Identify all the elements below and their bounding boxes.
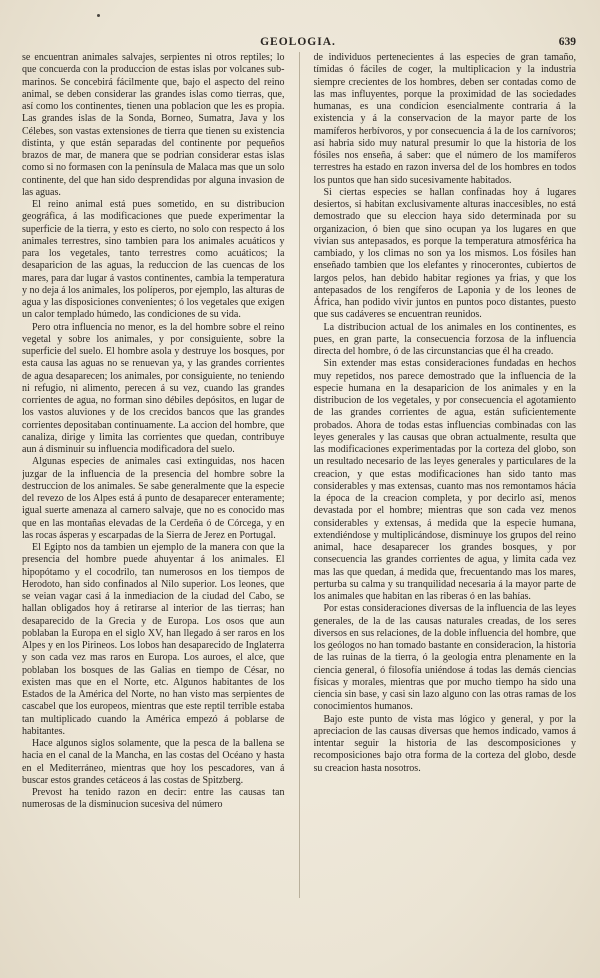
page-number: 639 [558, 36, 576, 48]
left-column [22, 52, 285, 898]
right-column [314, 52, 577, 898]
column-divider [299, 52, 300, 898]
paragraph: El reino animal está pues sometido, en su distribucion geográfica, á las modificaciones que puede experimentar la superficie de la tierra, y esto es cierto, no solo con respecto á los animales terrestres, sino tambien para los animales acuáticos y para los vegetales, tanto terrestres como acuáticos; la desaparicion de las aguas, la reduccion de las cuencas de los mares, para dar lugar á vastos continentes, cambia la temperatura y no deja á los animales, los políperos, por ejemplo, las alturas de agua y las disposiciones convenientes; ó los vegetales que exigen un calor templado húmedo, las condiciones de su vida. [22, 199, 285, 321]
paragraph: Prevost ha tenido razon en decir: entre las causas tan numerosas de la disminucion sucesiva del número [22, 787, 285, 811]
ink-speck [97, 14, 100, 17]
paragraph: Si ciertas especies se hallan confinadas hoy á lugares desiertos, si habitan exclusivamente alturas inaccesibles, no está demostrado que su eleccion haya sido determinada por su organizacion, ó bien que sino ocupan ya los lugares en que vivian sus antepasados, es porque la temperatura atmosférica ha cambiado, y los climas no son ya los mismos. Los fósiles han enseñado tambien que los elefantes y rinocerontes, cubiertos de largos pelos, han debido habitar regiones ya frias, y que los antepasados de los rengíferos de Laponia y de los leones de África, han podido vivir juntos en puntos poco distantes, puesto que sus cadáveres se encuentran reunidos. [313, 186, 576, 321]
paragraph: Bajo este punto de vista mas lógico y general, y por la apreciacion de las causas diversas que hemos indicado, vamos á intentar seguir la historia de las descomposiciones y recomposiciones bajo otra forma de la corteza del globo, desde su creacion hasta nosotros. [313, 713, 576, 774]
paragraph: Pero otra influencia no menor, es la del hombre sobre el reino vegetal y sobre los animales, y por consiguiente, sobre la superficie del suelo. El hombre asola y destruye los bosques, por esta causa las aguas no se renuevan ya, y las grandes corrientes de agua desaparecen; los animales, por consiguiente, no teniendo ni refugio, ni alimento, perecen á su vez, cuando las grandes corrientes de agua, no forman sino débiles depósitos, en lugar de los vastos aluviones y de los crecidos bancos que las grandes corrientes depositaban continuamente. La accion del hombre, que canaliza, dirige y limita las corrientes que quedan, contribuye aun á disminuir su influencia modificadora del suelo. [22, 321, 285, 455]
paragraph: Sin extender mas estas consideraciones fundadas en hechos muy repetidos, nos parece demostrado que la influencia de la especie humana en la desaparicion de los animales y en la distribucion de los vegetales, y por consecuencia el agotamiento de las grandes corrientes de agua, están suficientemente probados. Ahora de todas estas influencias combinadas con las leyes generales y las causas que obran actualmente, resulta que las modificaciones experimentadas por la corteza del globo, son un resultado necesario de las leyes generales y particulares de la creacion, y que estas modificaciones han sido tanto mas considerables y mas extensas, cuanto mas nos remontamos hácia la época de la creacion completa, y por decirlo así, menos devastada por el hombre; mientras que son cada vez menos considerables y extensas, á medida que la especie humana, extendiéndose y multiplicándose, disminuye los grupos del reino animal, hace desaparecer los grandes bosques, y por consecuencia las grandes corrientes de agua, y limita cada vez mas las que quedan, á medida que, frecuentando mas los mares, perturba su calma y su tranquilidad necesaria á la mayor parte de los animales que habitan en las riberas ó en las bahías. [313, 358, 576, 602]
paragraph: de individuos pertenecientes á las especies de gran tamaño, tímidas ó fáciles de coger, la multiplicacion y la industria siempre crecientes de los hombres, deben ser contadas como de las mas influyentes, porque la proximidad de las sociedades humanas, es una condicion esencialmente contraria á la existencia y á la conservacion de la mayor parte de los mamíferos herbívoros, y por consecuencia á la de los carnívoros; así habria sido muy natural presumir lo que la historia de los fósiles nos enseña, á saber: que el número de los mamíferos terrestres ha estado en razon inversa del de los hombres en todos los puntos que han sido sucesivamente habitados. [313, 52, 576, 186]
running-head [20, 36, 576, 52]
paragraph: Algunas especies de animales casi extinguidas, nos hacen juzgar de la influencia de la presencia del hombre sobre la destruccion de los animales. Se sabe generalmente que la especie del revezo de los Alpes está á punto de desaparecer enteramente; igual suerte amenaza al carnero salvaje, que no es conocido mas que en las montañas elevadas de la Cerdeña ó de Córcega, y en las rocas ásperas y escarpadas de la Sierra de Jerez en Portugal. [22, 456, 285, 541]
paragraph: Por estas consideraciones diversas de la influencia de las leyes generales, de la de las causas naturales creadas, de los seres diversos en sus relaciones, de la doble influencia del hombre, que los geólogos no han tomado bastante en consideracion, la historia de las ruinas de la tierra, ó la geologia entra plenamente en la ciencia general, ó filosofía uniéndose á todas las demás ciencias físicas y morales, mientras que por mucho tiempo ha sido una ciencia sin base, y casi sin lazo alguno con las otras ramas de los conocimientos humanos. [313, 603, 576, 713]
paragraph: La distribucion actual de los animales en los continentes, es pues, en gran parte, la consecuencia forzosa de la influencia directa del hombre, ó de las circunstancias que él ha creado. [313, 321, 576, 357]
paragraph: Hace algunos siglos solamente, que la pesca de la ballena se hacia en el canal de la Mancha, en las costas del Océano y hasta en el Mediterráneo, mientras que hoy los pescadores, van á buscar estos grandes cetáceos á las costas de Spitzberg. [22, 738, 285, 786]
paragraph: se encuentran animales salvajes, serpientes ni otros reptiles; lo que concuerda con la produccion de estas islas por volcanes sub-marinos. Se concebirá fácilmente que, bajo el aspecto del reino animal, se deben considerar las grandes islas como tierras, que, así como los continentes, tienen una poblacion que les es propia. Las grandes islas de la Sonda, Borneo, Sumatra, Java y los Célebes, son vastas extensiones de tierra que tienen su existencia distinta, y que están separadas del continente por pequeños brazos de mar, de manera que se podrian considerar estas islas como si no formasen con la península de Malaca mas que un solo continente, del que han sido desprendidas por alguna invasion de las aguas. [22, 52, 285, 198]
paragraph: El Egipto nos da tambien un ejemplo de la manera con que la presencia del hombre puede ahuyentar á los animales. El hipopótamo y el cocodrilo, tan numerosos en los tiempos de Herodoto, han sido confinados al Nilo superior. Los leones, que se veian vagar casi á la inmediacion de la ciudad del Cabo, se hallan obligados hoy á retirarse al interior de las tierras; han desaparecido de la Grecia y de Europa. Los osos que aun poblaban la Europa en el siglo XV, han llegado á ser raros en los Alpes y en los Pirineos. Los lobos han desaparecido de Inglaterra y son cada vez mas raros en Europa. Los auroes, el alce, que poblaban los bosques de las Galias en tiempo de César, no existen mas que en el Norte, etc. Algunos habitantes de los Estados de la América del Norte, no han visto mas serpientes de cascabel que los europeos, mientras que este reptil terrible estaba tan multiplicado cuando la América empezó á poblarse de habitantes. [22, 542, 285, 737]
text-columns [22, 52, 576, 898]
running-title: GEOLOGIA. [260, 36, 336, 48]
